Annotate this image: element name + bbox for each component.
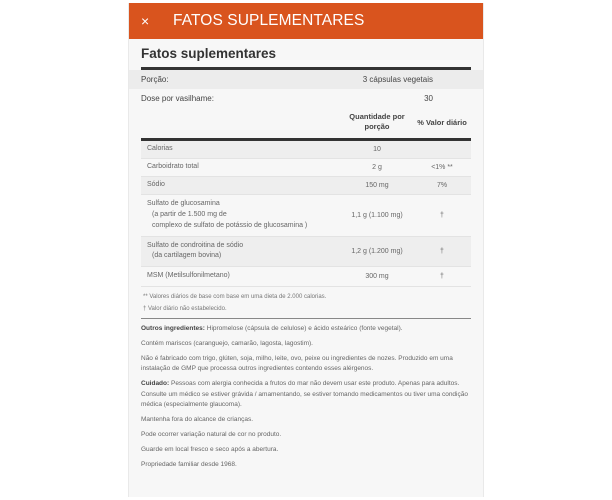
allergen-note: Não é fabricado com trigo, glúten, soja, milho, leite, ovo, peixe ou ingredientes de nozes. Produzido em uma instalação de GMP que processa outros ingredientes contendo esses alérgenos. [141, 355, 453, 373]
modal-header [129, 3, 483, 39]
keep-away-note: Mantenha fora do alcance de crianças. [141, 415, 254, 423]
dv-column-header: % Valor diário [417, 117, 467, 127]
nutrient-amount: 1,2 g (1.200 mg) [351, 247, 403, 255]
table-row [141, 237, 471, 268]
nutrient-name: Carboidrato total [147, 163, 199, 171]
serving-size-row [129, 70, 483, 89]
family-owned-note: Propriedade familiar desde 1968. [141, 460, 237, 468]
nutrient-amount: 150 mg [365, 182, 389, 189]
nutrient-name: Calorias [147, 145, 173, 153]
nutrient-sub-line: (da cartilagem bovina) [152, 252, 222, 260]
table-row [141, 195, 471, 237]
nutrient-dv: † [440, 247, 444, 255]
other-ingredients-label: Outros ingredientes: [141, 325, 205, 333]
caution-label: Cuidado: [141, 380, 170, 388]
modal-title: FATOS SUPLEMENTARES [173, 12, 365, 29]
nutrient-dv: † [440, 211, 444, 219]
nutrient-dv: † [440, 273, 444, 281]
color-variation-note: Pode ocorrer variação natural de cor no produto. [141, 430, 282, 438]
nutrient-amount: 1,1 g (1.100 mg) [351, 211, 403, 219]
nutrient-name: Sulfato de glucosamina [147, 200, 220, 207]
nutrient-name-block [141, 195, 341, 236]
nutrient-sub-line: complexo de sulfato de potássio de glucosamina ) [152, 221, 308, 229]
shellfish-note: Contém mariscos (caranguejo, camarão, lagosta, lagostim). [141, 340, 313, 348]
nutrient-amount: 10 [373, 146, 381, 153]
caution-text: Pessoas com alergia conhecida a frutos do mar não devem usar este produto. Apenas para adultos. Consulte um médico se estiver grávida / amamentando, se estiver tomando medicamentos ou tiver uma condição médica (especialmente glaucoma). [141, 380, 468, 408]
other-ingredients [141, 324, 471, 334]
supplement-facts-modal [128, 3, 484, 497]
serving-size-value: 3 cápsulas vegetais [362, 75, 433, 84]
nutrient-amount: 300 mg [365, 273, 389, 281]
modal-content [129, 39, 483, 470]
facts-title: Fatos suplementares [141, 46, 277, 61]
nutrient-dv [413, 141, 471, 158]
nutrient-dv: <1% ** [431, 164, 453, 171]
serving-size-label: Porção: [141, 75, 169, 84]
servings-per-container-label: Dose por vasilhame: [141, 94, 214, 103]
amount-column-header: Quantidade por porção [349, 111, 405, 131]
caution-note [141, 379, 471, 409]
divider [141, 318, 471, 319]
nutrient-name: MSM (Metilsulfonilmetano) [147, 272, 230, 280]
nutrient-name-block [141, 237, 341, 267]
column-headers [141, 108, 471, 136]
nutrient-dv: 7% [436, 182, 448, 189]
product-info [141, 324, 471, 470]
close-icon[interactable]: × [141, 13, 150, 29]
footnote-not-established: † Valor diário não estabelecido. [143, 306, 227, 313]
storage-note: Guarde em local fresco e seco após a abertura. [141, 445, 279, 453]
servings-per-container-row [141, 89, 471, 108]
table-row [141, 159, 471, 177]
nutrient-name: Sulfato de condroitina de sódio [147, 241, 244, 249]
nutrient-name: Sódio [147, 181, 165, 189]
table-row [141, 177, 471, 195]
table-row [141, 267, 471, 287]
other-ingredients-text: Hipromelose (cápsula de celulose) e ácido esteárico (fonte vegetal). [206, 325, 403, 333]
footnote-daily-values: ** Valores diários de base com base em uma dieta de 2.000 calorias. [143, 294, 327, 301]
servings-per-container-value: 30 [424, 94, 433, 103]
footnotes [141, 291, 471, 315]
table-row [141, 141, 471, 159]
nutrient-amount: 2 g [372, 164, 382, 171]
nutrient-sub-line: (a partir de 1.500 mg de [152, 210, 227, 218]
